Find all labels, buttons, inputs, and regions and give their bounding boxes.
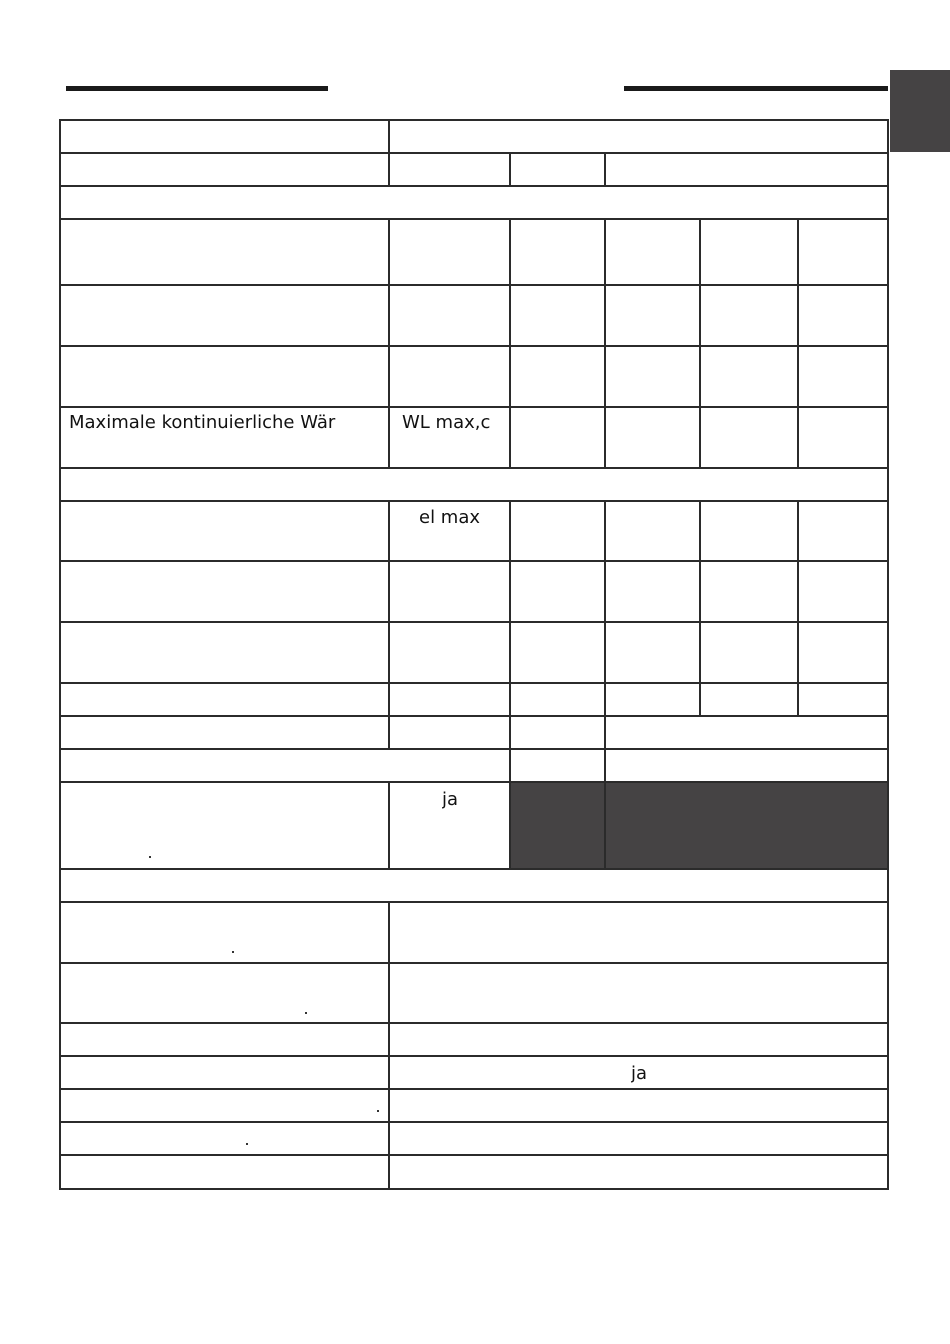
- column-border: [604, 748, 606, 869]
- table-left-border: [59, 119, 61, 1190]
- column-border: [388, 781, 390, 869]
- column-border: [388, 119, 390, 186]
- row-border: [59, 500, 889, 502]
- row-value-ja-standby: ja: [442, 789, 459, 810]
- column-border: [797, 218, 799, 468]
- row-border: [59, 1121, 889, 1123]
- row-border: [59, 1022, 889, 1024]
- column-border: [388, 500, 390, 749]
- column-border: [604, 218, 606, 468]
- truncated-text-mark: [377, 1110, 379, 1112]
- column-border: [604, 152, 606, 186]
- row-border: [59, 1154, 889, 1156]
- data-table: [59, 119, 889, 1190]
- truncated-text-mark: [246, 1143, 248, 1145]
- row-border: [59, 682, 889, 684]
- header-rule-right: [624, 86, 888, 91]
- shaded-cell: [509, 782, 889, 868]
- truncated-text-mark: [149, 856, 151, 858]
- row-border: [59, 345, 889, 347]
- column-border: [699, 500, 701, 716]
- row-border: [59, 1055, 889, 1057]
- column-border: [388, 218, 390, 468]
- row-border: [59, 1088, 889, 1090]
- section-tab-marker: [890, 70, 950, 152]
- row-border: [59, 1188, 889, 1190]
- header-rule-left: [66, 86, 328, 91]
- row-symbol-el-max: el max: [419, 507, 481, 528]
- row-border: [59, 868, 889, 870]
- column-border: [797, 500, 799, 716]
- truncated-text-mark: [305, 1012, 307, 1014]
- row-symbol-wl-max-c: WL max,c: [402, 412, 491, 433]
- row-border: [59, 218, 889, 220]
- column-border: [699, 218, 701, 468]
- column-border: [509, 218, 511, 468]
- column-border: [509, 152, 511, 186]
- column-border: [604, 500, 606, 749]
- row-border: [59, 467, 889, 469]
- row-border: [59, 284, 889, 286]
- row-border: [59, 715, 889, 717]
- column-border: [509, 500, 511, 749]
- row-border: [59, 748, 889, 750]
- row-border: [59, 901, 889, 903]
- row-border: [59, 185, 889, 187]
- row-border: [59, 781, 889, 783]
- row-border: [59, 621, 889, 623]
- row-label-max-continuous-heat: Maximale kontinuierliche Wär: [69, 412, 336, 433]
- row-value-ja: ja: [631, 1063, 648, 1084]
- row-border: [59, 152, 889, 154]
- row-border: [59, 962, 889, 964]
- column-border: [388, 901, 390, 1190]
- column-border: [509, 748, 511, 869]
- row-border: [59, 560, 889, 562]
- truncated-text-mark: [232, 951, 234, 953]
- table-right-border: [887, 119, 889, 1190]
- row-border: [59, 119, 889, 121]
- row-border: [59, 406, 889, 408]
